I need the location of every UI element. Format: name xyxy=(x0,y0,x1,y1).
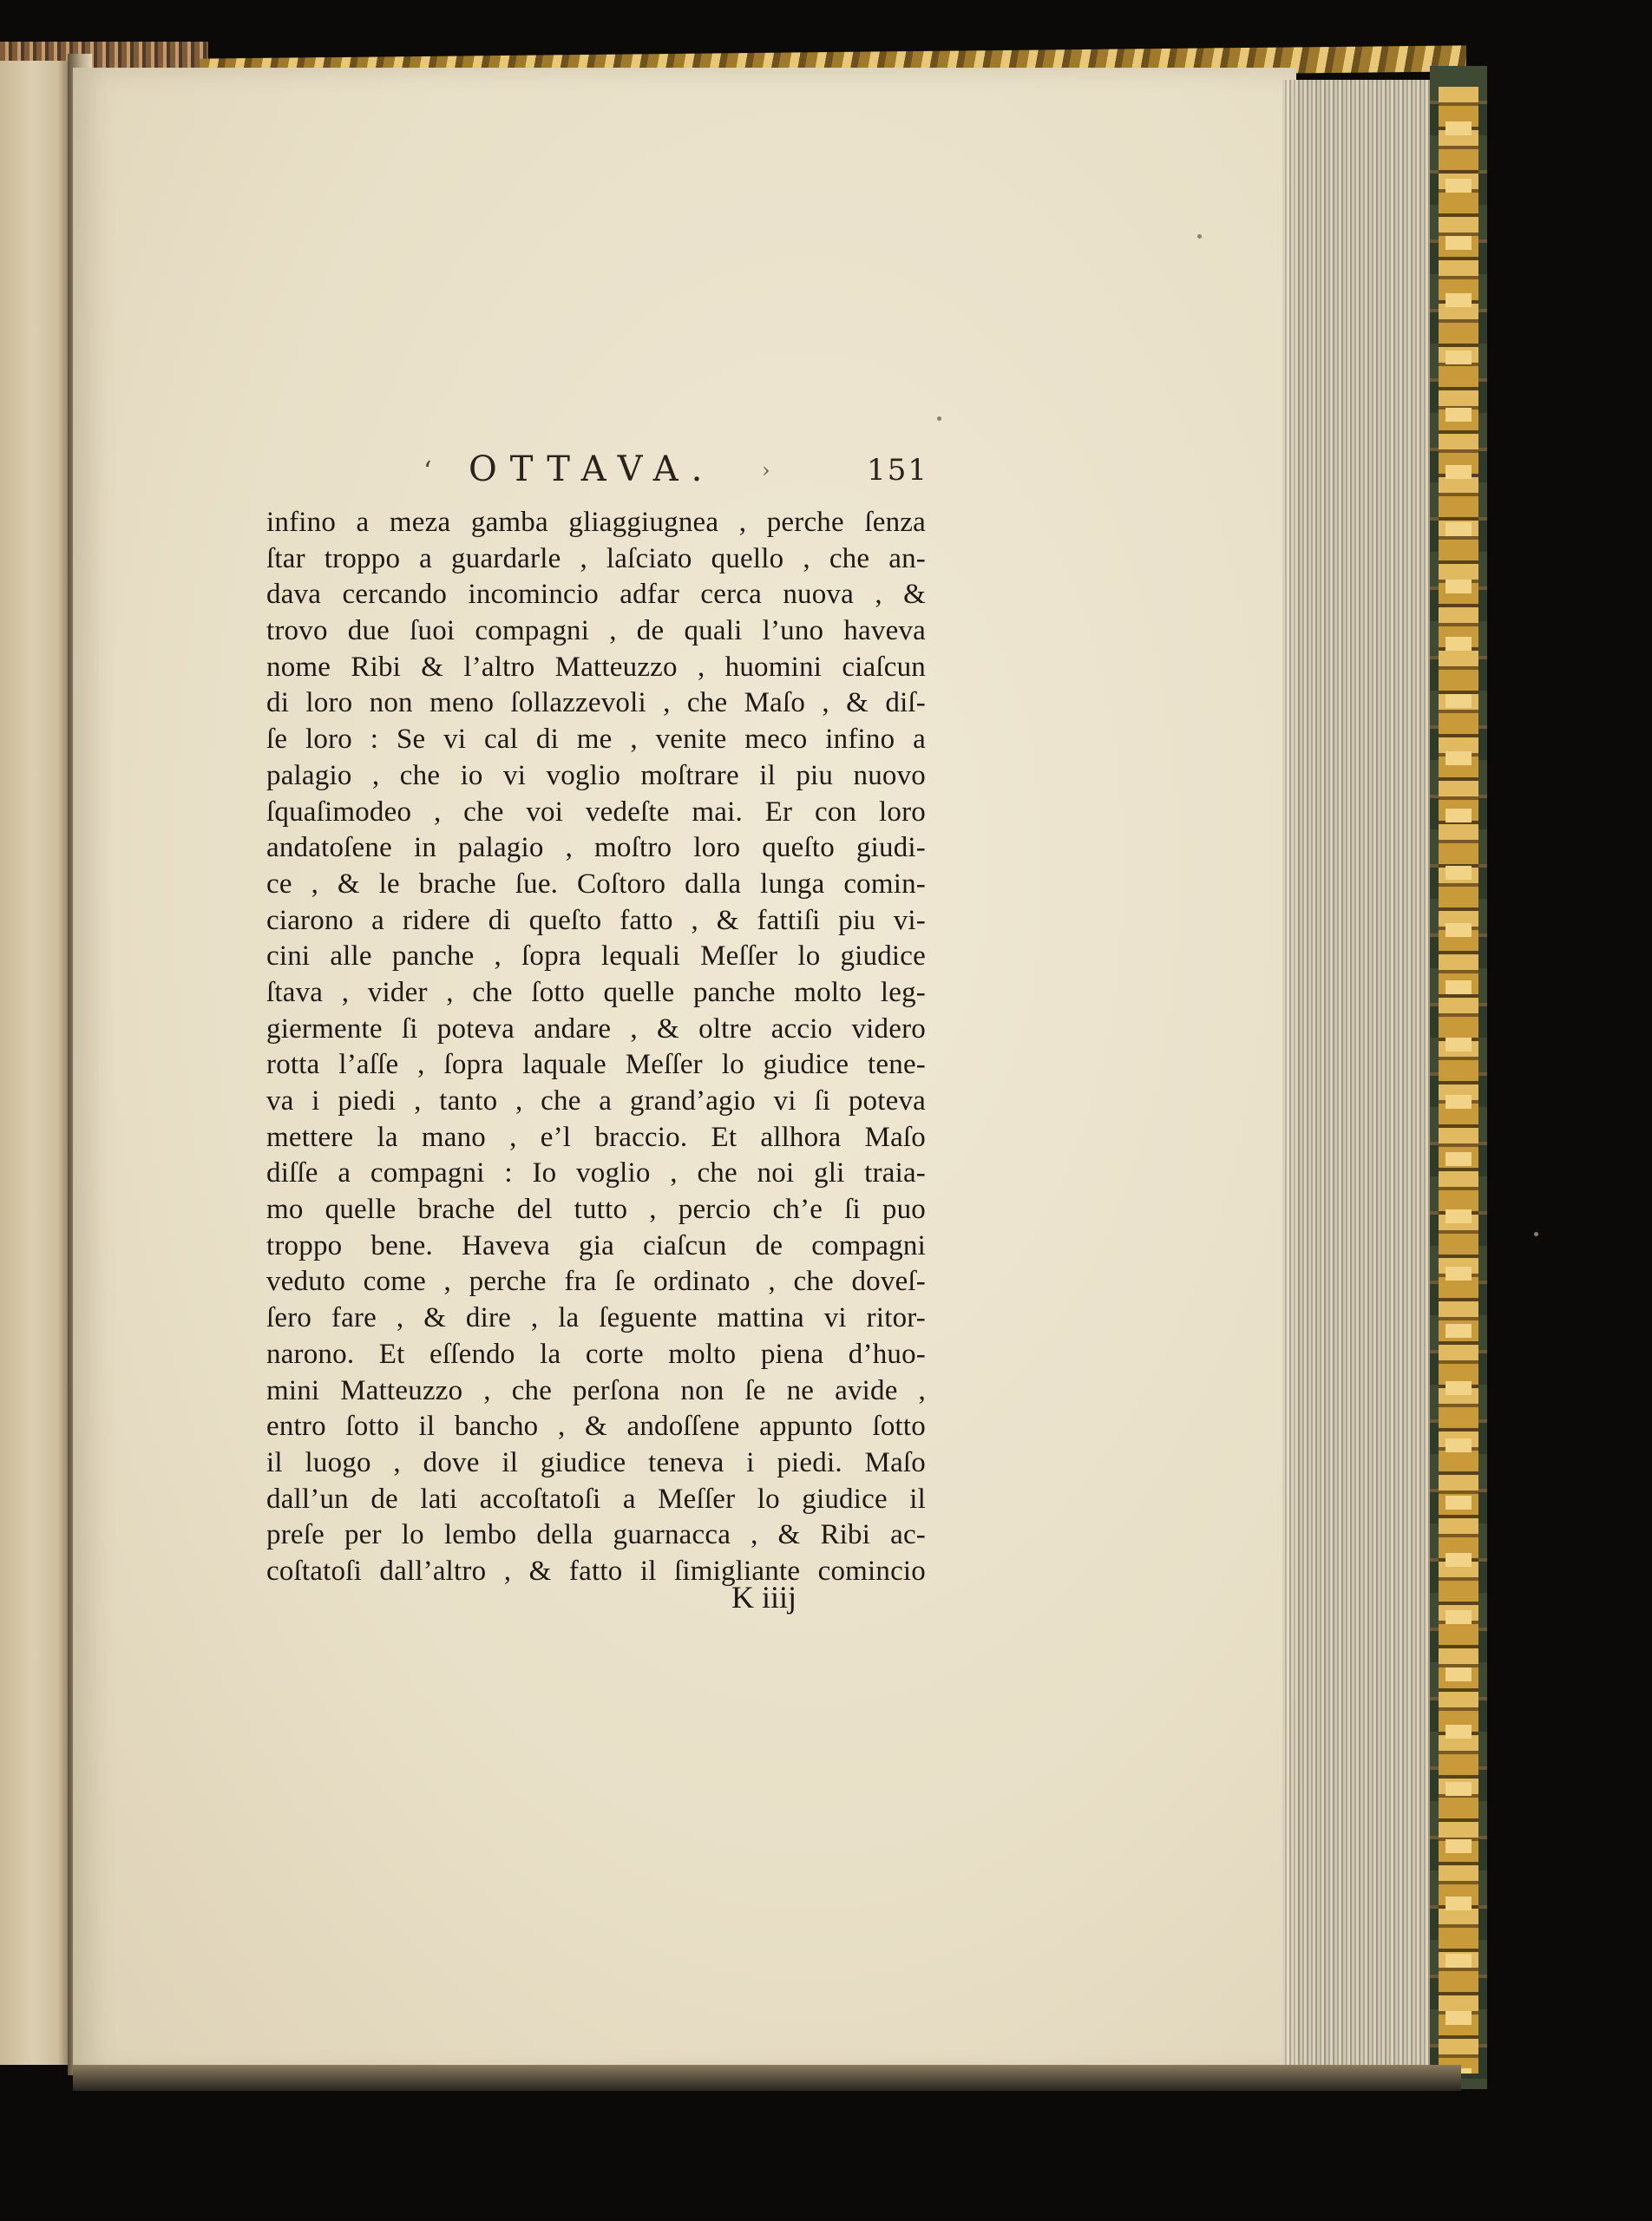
text-line: trovo due ſuoi compagni , de quali l’uno haveva xyxy=(266,615,926,647)
text-line: mettere la mano , e’l braccio. Et allhora Maſo xyxy=(266,1121,926,1153)
text-line: diſſe a compagni : Io voglio , che noi gli traia- xyxy=(266,1157,926,1189)
text-line: narono. Et eſſendo la corte molto piena d’huo- xyxy=(266,1338,926,1370)
text-line: giermente ſi poteva andare , & oltre accio videro xyxy=(266,1012,926,1045)
text-line: veduto come , perche fra ſe ordinato , che doveſ- xyxy=(266,1266,926,1298)
text-line: ſquaſimodeo , che voi vedeſte mai. Er con loro xyxy=(266,796,926,828)
text-line: entro ſotto il bancho , & andoſſene appunto ſotto xyxy=(266,1411,926,1443)
text-line: troppo bene. Haveva gia ciaſcun de compagni xyxy=(266,1229,926,1261)
gilt-border-diamonds xyxy=(1446,87,1472,2074)
body-text xyxy=(266,505,926,1590)
paper-speck xyxy=(937,416,941,421)
text-line: va i piedi , tanto , che a grand’agio vi ſi poteva xyxy=(266,1085,926,1117)
text-line: ſe loro : Se vi cal di me , venite meco infino a xyxy=(266,724,926,756)
fore-edge-pages xyxy=(1282,80,1430,2075)
text-line: mo quelle brache del tutto , percio ch’e ſi puo xyxy=(266,1194,926,1226)
left-page-edge xyxy=(0,61,73,2065)
bottom-edge xyxy=(73,2065,1461,2091)
text-line: ſero fare , & dire , la ſeguente mattina vi ritor- xyxy=(266,1302,926,1334)
text-line: ce , & le brache ſue. Coſtoro dalla lunga comin- xyxy=(266,868,926,900)
text-line: dava cercando incomincio adfar cerca nuova , & xyxy=(266,579,926,611)
text-line: ciarono a ridere di queſto fatto , & fattiſi piu vi- xyxy=(266,904,926,936)
text-line: ſtava , vider , che ſotto quelle panche molto leg- xyxy=(266,976,926,1008)
text-line: nome Ribi & l’altro Matteuzzo , huomini ciaſcun xyxy=(266,651,926,683)
text-line: il luogo , dove il giudice teneva i piedi. Maſo xyxy=(266,1446,926,1478)
text-line: ſtar troppo a guardarle , laſciato quello , che an- xyxy=(266,542,926,574)
text-line: dall’un de lati accoſtatoſi a Meſſer lo giudice il xyxy=(266,1483,926,1515)
text-line: andatoſene in palagio , moſtro loro queſto giudi- xyxy=(266,832,926,864)
paper-speck xyxy=(1197,234,1202,239)
text-line: infino a meza gamba gliaggiugnea , perche ſenza xyxy=(266,507,926,538)
header-ornament-right: › xyxy=(762,458,770,482)
text-line: di loro non meno ſollazzevoli , che Maſo , & diſ- xyxy=(266,687,926,719)
text-line: mini Matteuzzo , che perſona non ſe ne avide , xyxy=(266,1374,926,1406)
text-line: cini alle panche , ſopra lequali Meſſer lo giudice xyxy=(266,940,926,973)
text-line: rotta l’aſſe , ſopra laquale Meſſer lo giudice tene- xyxy=(266,1049,926,1081)
paper-speck xyxy=(1534,1232,1538,1236)
text-line: coſtatoſi dall’altro , & fatto il ſimigliante comincio xyxy=(266,1555,926,1587)
running-header xyxy=(416,449,928,493)
text-line: palagio , che io vi voglio moſtrare il piu nuovo xyxy=(266,759,926,791)
header-ornament-left: ʻ xyxy=(423,456,432,487)
text-line: preſe per lo lembo della guarnacca , & Ribi ac- xyxy=(266,1519,926,1551)
page-number: 151 xyxy=(867,453,928,488)
signature-mark: K iiij xyxy=(731,1580,797,1615)
running-title: OTTAVA. xyxy=(469,449,716,489)
